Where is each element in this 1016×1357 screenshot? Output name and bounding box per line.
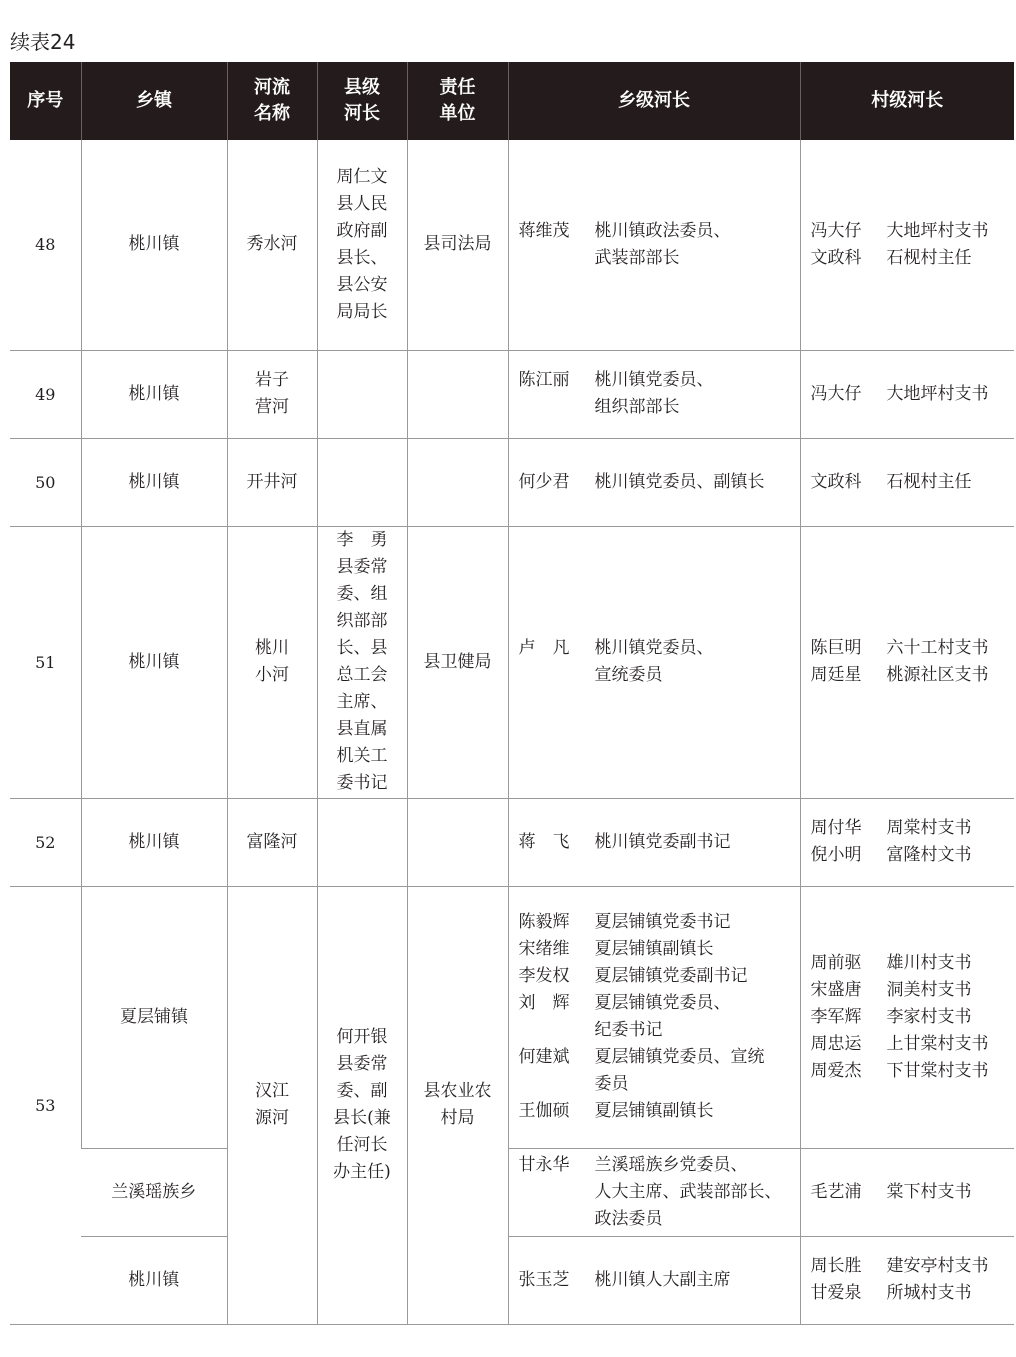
chief-entry xyxy=(519,1098,792,1125)
chief-name: 冯大仔 xyxy=(810,220,862,241)
village-chief-cell xyxy=(800,140,1014,350)
town-chief-cell xyxy=(508,140,800,350)
chief-entry xyxy=(519,990,792,1044)
town-chief-cell xyxy=(508,1148,800,1236)
town-cell: 桃川镇 xyxy=(81,1236,227,1324)
seq-cell: 52 xyxy=(10,798,81,886)
seq-cell: 53 xyxy=(10,886,81,1324)
chief-title: 桃川镇党委员、 宣统委员 xyxy=(594,638,714,685)
chief-name: 何建斌 xyxy=(518,1047,570,1067)
chief-title: 大地坪村支书 xyxy=(886,383,989,404)
town-cell: 桃川镇 xyxy=(81,798,227,886)
chief-name: 周前驱 xyxy=(810,952,862,973)
chief-entry xyxy=(519,218,792,272)
village-chief-cell xyxy=(800,1148,1014,1236)
village-chief-cell xyxy=(800,886,1014,1148)
chief-title: 周棠村支书 xyxy=(886,818,972,838)
chief-name: 甘永华 xyxy=(518,1154,570,1175)
table-caption: 续表24 xyxy=(10,30,76,54)
chief-name: 倪小明 xyxy=(810,845,862,865)
chief-title: 建安亭村支书 xyxy=(886,1256,989,1276)
chief-title: 棠下村支书 xyxy=(886,1181,972,1202)
chief-name: 蒋维茂 xyxy=(518,220,570,241)
table-header-row xyxy=(10,62,1014,140)
table-row xyxy=(10,350,1014,438)
table-row xyxy=(10,886,1014,1148)
header-seq: 序号 xyxy=(10,62,81,140)
chief-entry xyxy=(811,1058,1007,1085)
chief-name: 文政科 xyxy=(810,471,862,492)
chief-entry xyxy=(811,1280,1007,1307)
chief-name: 张玉芝 xyxy=(518,1269,570,1290)
header-town-chief: 乡级河长 xyxy=(508,62,800,140)
village-chief-cell xyxy=(800,1236,1014,1324)
chief-title: 上甘棠村支书 xyxy=(886,1033,989,1054)
chief-name: 周长胜 xyxy=(810,1256,862,1276)
village-chief-cell xyxy=(800,350,1014,438)
chief-entry xyxy=(519,1044,792,1098)
chief-entry xyxy=(519,469,792,496)
chief-name: 王伽硕 xyxy=(518,1101,570,1121)
chief-name: 甘爱泉 xyxy=(810,1283,862,1303)
chief-title: 桃川镇党委员、副镇长 xyxy=(594,471,765,492)
chief-title: 桃川镇人大副主席 xyxy=(594,1269,731,1290)
chief-name: 冯大仔 xyxy=(810,383,862,404)
river-cell: 开井河 xyxy=(227,438,317,526)
chief-entry xyxy=(811,815,1007,842)
county-chief-cell: 周仁文 县人民 政府副 县长、 县公安 局局长 xyxy=(317,140,407,350)
river-chief-table xyxy=(10,62,1014,1325)
seq-cell: 48 xyxy=(10,140,81,350)
town-cell: 兰溪瑶族乡 xyxy=(81,1148,227,1236)
chief-entry xyxy=(519,635,792,689)
unit-cell xyxy=(407,350,508,438)
chief-title: 石枧村主任 xyxy=(886,247,972,268)
unit-cell: 县农业农 村局 xyxy=(407,886,508,1324)
chief-title: 夏层铺镇党委副书记 xyxy=(594,966,748,986)
header-county-chief: 县级 河长 xyxy=(317,62,407,140)
chief-entry xyxy=(811,977,1007,1004)
county-chief-cell xyxy=(317,798,407,886)
village-chief-cell xyxy=(800,798,1014,886)
table-row xyxy=(10,1236,1014,1324)
chief-entry xyxy=(811,950,1007,977)
chief-entry xyxy=(811,842,1007,869)
chief-entry xyxy=(811,245,1007,272)
county-chief-cell xyxy=(317,350,407,438)
chief-title: 夏层铺镇党委书记 xyxy=(594,912,731,932)
chief-name: 陈毅辉 xyxy=(518,912,570,932)
chief-name: 卢 凡 xyxy=(518,638,570,658)
river-cell: 富隆河 xyxy=(227,798,317,886)
table-row xyxy=(10,140,1014,350)
chief-title: 兰溪瑶族乡党委员、 人大主席、武装部部长、 政法委员 xyxy=(594,1154,782,1229)
chief-title: 雄川村支书 xyxy=(886,952,972,973)
unit-cell xyxy=(407,438,508,526)
chief-entry xyxy=(519,963,792,990)
chief-name: 刘 辉 xyxy=(518,993,570,1013)
chief-title: 李家村支书 xyxy=(886,1006,972,1027)
town-cell: 桃川镇 xyxy=(81,350,227,438)
chief-title: 六十工村支书 xyxy=(886,638,989,658)
chief-title: 桃川镇党委副书记 xyxy=(594,831,731,852)
chief-title: 富隆村文书 xyxy=(886,845,972,865)
chief-entry xyxy=(811,1179,1007,1206)
chief-entry xyxy=(811,218,1007,245)
chief-name: 周爱杰 xyxy=(810,1060,862,1081)
header-village-chief: 村级河长 xyxy=(800,62,1014,140)
town-cell: 夏层铺镇 xyxy=(81,886,227,1148)
county-chief-cell: 李 勇 县委常 委、组 织部部 长、县 总工会 主席、 县直属 机关工 委书记 xyxy=(317,526,407,798)
chief-name: 陈江丽 xyxy=(518,370,570,390)
chief-name: 李发权 xyxy=(518,966,570,986)
table-row xyxy=(10,798,1014,886)
chief-name: 文政科 xyxy=(810,247,862,268)
chief-entry xyxy=(811,662,1007,689)
chief-name: 周廷星 xyxy=(810,665,862,685)
town-chief-cell xyxy=(508,798,800,886)
chief-entry xyxy=(811,381,1007,408)
chief-entry xyxy=(811,1004,1007,1031)
header-river: 河流 名称 xyxy=(227,62,317,140)
chief-name: 毛艺浦 xyxy=(810,1181,862,1202)
unit-cell: 县司法局 xyxy=(407,140,508,350)
town-chief-cell xyxy=(508,350,800,438)
chief-name: 陈巨明 xyxy=(810,638,862,658)
chief-title: 夏层铺镇副镇长 xyxy=(594,1101,714,1121)
seq-cell: 49 xyxy=(10,350,81,438)
header-unit: 责任 单位 xyxy=(407,62,508,140)
town-chief-cell xyxy=(508,886,800,1148)
table-row xyxy=(10,438,1014,526)
chief-name: 蒋 飞 xyxy=(518,831,570,852)
unit-cell xyxy=(407,798,508,886)
village-chief-cell xyxy=(800,526,1014,798)
chief-entry xyxy=(811,1031,1007,1058)
table-row xyxy=(10,1148,1014,1236)
chief-title: 夏层铺镇党委员、 纪委书记 xyxy=(594,993,731,1040)
chief-title: 大地坪村支书 xyxy=(886,220,989,241)
town-chief-cell xyxy=(508,438,800,526)
river-cell: 汉江 源河 xyxy=(227,886,317,1324)
chief-name: 宋盛唐 xyxy=(810,979,862,1000)
village-chief-cell xyxy=(800,438,1014,526)
river-cell: 秀水河 xyxy=(227,140,317,350)
header-town: 乡镇 xyxy=(81,62,227,140)
chief-title: 夏层铺镇党委员、宣统 委员 xyxy=(594,1047,765,1094)
chief-entry xyxy=(519,829,792,856)
river-cell: 桃川 小河 xyxy=(227,526,317,798)
town-cell: 桃川镇 xyxy=(81,438,227,526)
chief-entry xyxy=(519,909,792,936)
chief-entry xyxy=(519,1267,792,1294)
chief-entry xyxy=(519,936,792,963)
chief-entry xyxy=(811,1253,1007,1280)
chief-title: 夏层铺镇副镇长 xyxy=(594,939,714,959)
town-cell: 桃川镇 xyxy=(81,526,227,798)
chief-name: 宋绪维 xyxy=(518,939,570,959)
chief-name: 李军辉 xyxy=(810,1006,862,1027)
town-chief-cell xyxy=(508,1236,800,1324)
chief-title: 石枧村主任 xyxy=(886,471,972,492)
seq-cell: 50 xyxy=(10,438,81,526)
chief-title: 桃川镇政法委员、 武装部部长 xyxy=(594,220,731,268)
town-chief-cell xyxy=(508,526,800,798)
chief-name: 何少君 xyxy=(518,471,570,492)
town-cell: 桃川镇 xyxy=(81,140,227,350)
chief-title: 桃源社区支书 xyxy=(886,665,989,685)
unit-cell: 县卫健局 xyxy=(407,526,508,798)
table-row xyxy=(10,526,1014,798)
chief-entry xyxy=(811,469,1007,496)
chief-title: 所城村支书 xyxy=(886,1283,972,1303)
county-chief-cell: 何开银 县委常 委、副 县长(兼 任河长 办主任) xyxy=(317,886,407,1324)
seq-cell: 51 xyxy=(10,526,81,798)
chief-name: 周付华 xyxy=(810,818,862,838)
river-cell: 岩子 营河 xyxy=(227,350,317,438)
chief-entry xyxy=(519,367,792,421)
chief-entry xyxy=(519,1152,792,1233)
chief-title: 桃川镇党委员、 组织部部长 xyxy=(594,370,714,417)
chief-entry xyxy=(811,635,1007,662)
chief-title: 洞美村支书 xyxy=(886,979,972,1000)
chief-name: 周忠运 xyxy=(810,1033,862,1054)
chief-title: 下甘棠村支书 xyxy=(886,1060,989,1081)
county-chief-cell xyxy=(317,438,407,526)
